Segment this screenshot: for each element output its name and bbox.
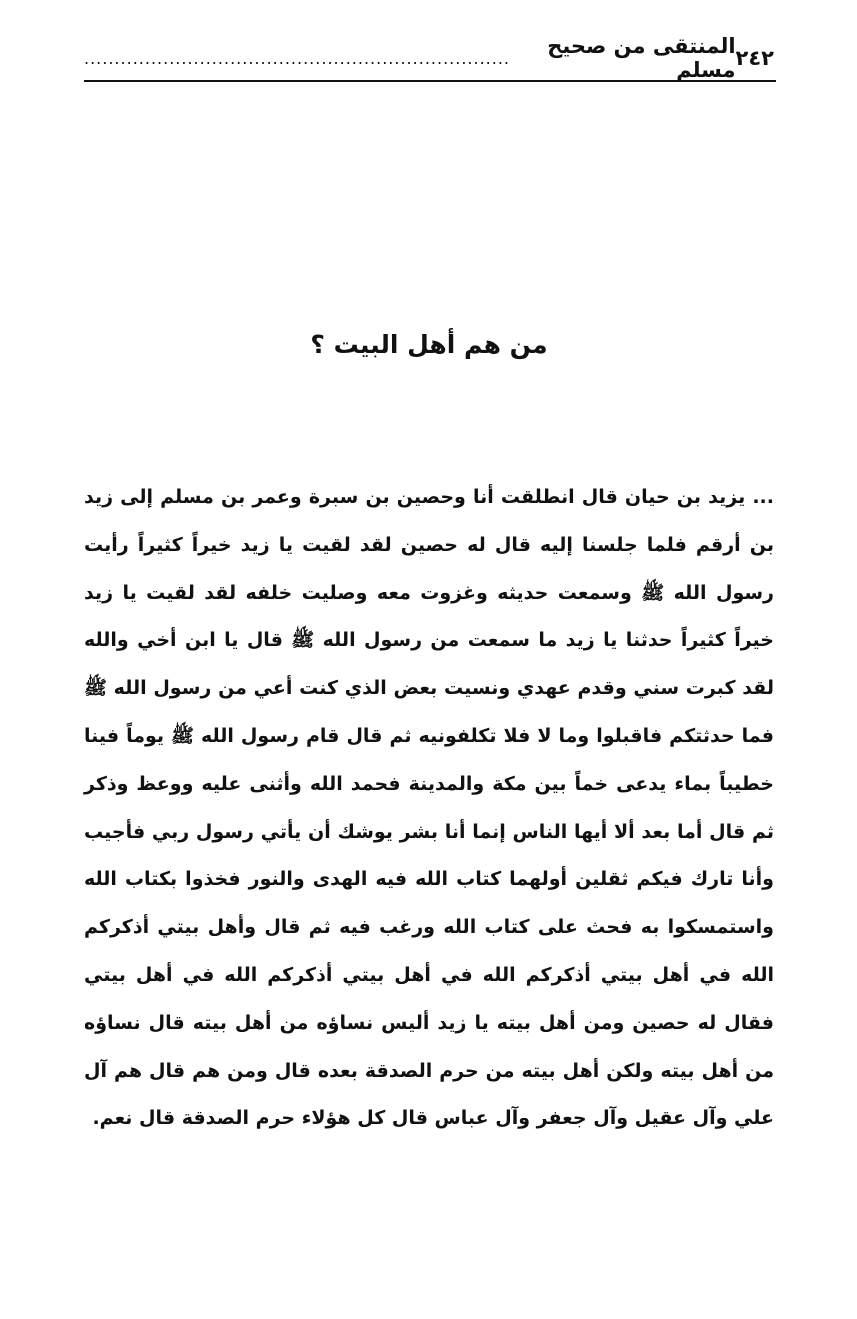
running-header [84,34,774,82]
book-title: المنتقى من صحيح مسلم [547,34,736,82]
chapter-title: من هم أهل البيت ؟ [310,330,548,359]
header-leader-dots: ...................................................................... [84,48,511,68]
header-divider [84,80,776,82]
page-number: ٢٤٢ [735,46,774,70]
header-title-group [84,34,736,82]
hadith-paragraph: ... يزيد بن حيان قال انطلقت أنا وحصين بن سبرة وعمر بن مسلم إلى زيد بن أرقم فلما جلسنا إليه قال له حصين لقد لقيت يا زيد خيراً كثيراً رأيت رسول الله ﷺ وسمعت حديثه وغزوت معه وصليت خلفه لقد لقيت يا زيد خيراً كثيراً حدثنا يا زيد ما سمعت من رسول الله ﷺ قال يا ابن أخي والله لقد كبرت سني وقدم عهدي ونسيت بعض الذي كنت أعي من رسول الله ﷺ فما حدثتكم فاقبلوا وما لا فلا تكلفونيه ثم قال قام رسول الله ﷺ يوماً فينا خطيباً بماء يدعى خماً بين مكة والمدينة فحمد الله وأثنى عليه ووعظ وذكر ثم قال أما بعد ألا أيها الناس إنما أنا بشر يوشك أن يأتي رسول ربي فأجيب وأنا تارك فيكم ثقلين أولهما كتاب الله فيه الهدى والنور فخذوا بكتاب الله واستمسكوا به فحث على كتاب الله ورغب فيه ثم قال وأهل بيتي أذكركم الله في أهل بيتي أذكركم الله في أهل بيتي أذكركم الله في أهل بيتي فقال له حصين ومن أهل بيته يا زيد أليس نساؤه من أهل بيته قال نساؤه من أهل بيته ولكن أهل بيته من حرم الصدقة بعده قال ومن هم قال هم آل علي وآل عقيل وآل جعفر وآل عباس قال كل هؤلاء حرم الصدقة قال نعم. [84,486,774,1130]
